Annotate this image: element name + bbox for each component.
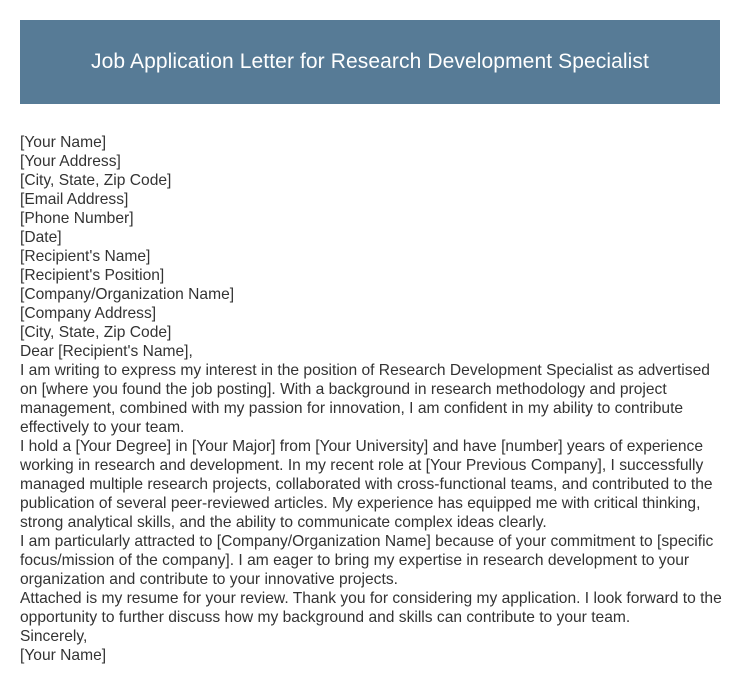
body-paragraph-closing: Attached is my resume for your review. Thank you for considering my application. I look forward to the opportunity to further discuss how my background and skills can contribute to your team. xyxy=(20,590,722,626)
body-paragraph-intro: I am writing to express my interest in the position of Research Development Specialist as advertised on [where you found the job posting]. With a background in research methodology and project management, combined with my passion for innovation, I am confident in my ability to contribute effectively to your team. xyxy=(20,362,710,436)
sender-city-state-zip: [City, State, Zip Code] xyxy=(20,172,172,189)
recipient-position: [Recipient's Position] xyxy=(20,267,165,284)
sender-name: [Your Name] xyxy=(20,134,107,151)
recipient-name: [Recipient's Name] xyxy=(20,248,151,265)
sender-address: [Your Address] xyxy=(20,153,121,170)
recipient-block xyxy=(20,247,722,342)
sender-email: [Email Address] xyxy=(20,191,129,208)
recipient-city-state-zip: [City, State, Zip Code] xyxy=(20,324,172,341)
salutation: Dear [Recipient's Name], xyxy=(20,343,193,360)
recipient-company: [Company/Organization Name] xyxy=(20,286,235,303)
letter-date: [Date] xyxy=(20,229,62,246)
body-paragraph-motivation: I am particularly attracted to [Company/Organization Name] because of your commitment to [specific focus/mission of the company]. I am eager to bring my expertise in research development to your organization and contribute to your innovative projects. xyxy=(20,533,714,588)
recipient-address: [Company Address] xyxy=(20,305,157,322)
closing: Sincerely, xyxy=(20,628,88,645)
title-banner xyxy=(20,20,720,104)
page-title: Job Application Letter for Research Development Specialist xyxy=(91,50,649,73)
sender-block xyxy=(20,133,722,247)
body-paragraph-experience: I hold a [Your Degree] in [Your Major] from [Your University] and have [number] years of experience working in research and development. In my recent role at [Your Previous Company], I successfully managed multiple research projects, collaborated with cross-functional teams, and contributed to the publication of several peer-reviewed articles. My experience has equipped me with critical thinking, strong analytical skills, and the ability to communicate complex ideas clearly. xyxy=(20,438,713,531)
signature: [Your Name] xyxy=(20,647,107,664)
letter-body xyxy=(20,133,722,665)
sender-phone: [Phone Number] xyxy=(20,210,134,227)
